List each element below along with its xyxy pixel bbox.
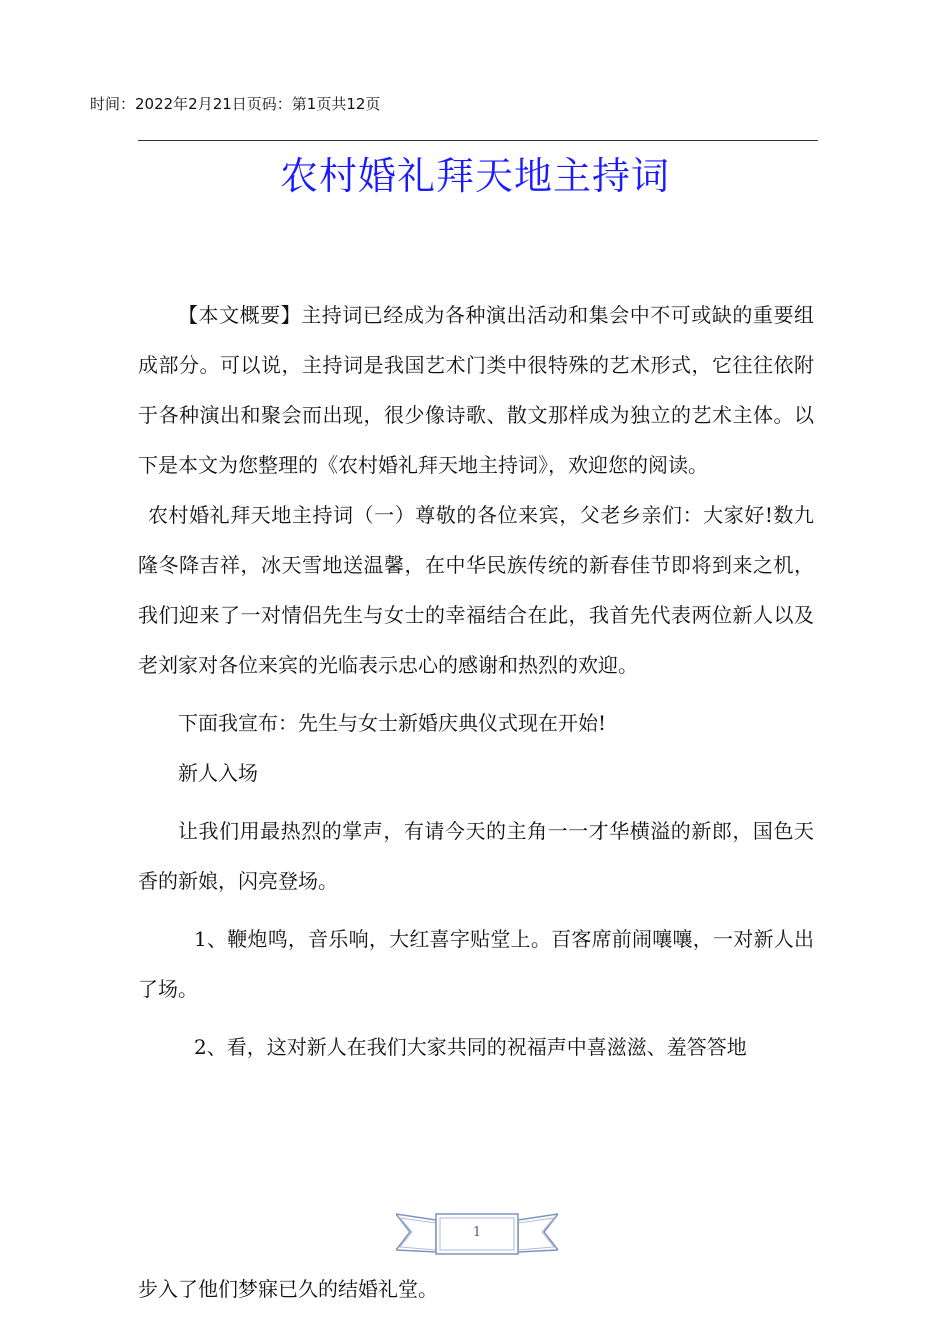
body-paragraph: 农村婚礼拜天地主持词（一）尊敬的各位来宾，父老乡亲们：大家好!数九隆冬降吉祥，冰天雪地送温馨，在中华民族传统的新春佳节即将到来之机，我们迎来了一对情侣先生与女士的幸福结合在此，我首先代表两位新人以及老刘家对各位来宾的光临表示忠心的感谢和热烈的欢迎。 [138, 503, 814, 677]
document-title: 农村婚礼拜天地主持词 [279, 154, 670, 198]
abstract-paragraph: 【本文概要】主持词已经成为各种演出活动和集会中不可或缺的重要组成部分。可以说，主持词是我国艺术门类中很特殊的艺术形式，它往往依附于各种演出和聚会而出现，很少像诗歌、散文那样成为独立的艺术主体。以下是本文为您整理的《农村婚礼拜天地主持词》，欢迎您的阅读。 [138, 303, 814, 477]
document-body [138, 290, 814, 1072]
header-divider [138, 140, 818, 141]
page-number: 1 [472, 1225, 482, 1240]
body-paragraph: 下面我宣布：先生与女士新婚庆典仪式现在开始! [178, 711, 607, 735]
continued-text: 步入了他们梦寐已久的结婚礼堂。 [138, 1277, 438, 1301]
body-paragraph: 让我们用最热烈的掌声，有请今天的主角一一才华横溢的新郎，国色天香的新娘，闪亮登场。 [138, 819, 814, 893]
page-number-ribbon [396, 1210, 558, 1258]
numbered-paragraph: 1、鞭炮鸣，音乐响，大红喜字贴堂上。百客席前闹嚷嚷，一对新人出了场。 [138, 927, 814, 1001]
page-header: 时间：2022年2月21日页码：第1页共12页 [90, 95, 381, 113]
numbered-paragraph: 2、看，这对新人在我们大家共同的祝福声中喜滋滋、羞答答地 [194, 1035, 747, 1059]
section-heading: 新人入场 [178, 761, 258, 785]
